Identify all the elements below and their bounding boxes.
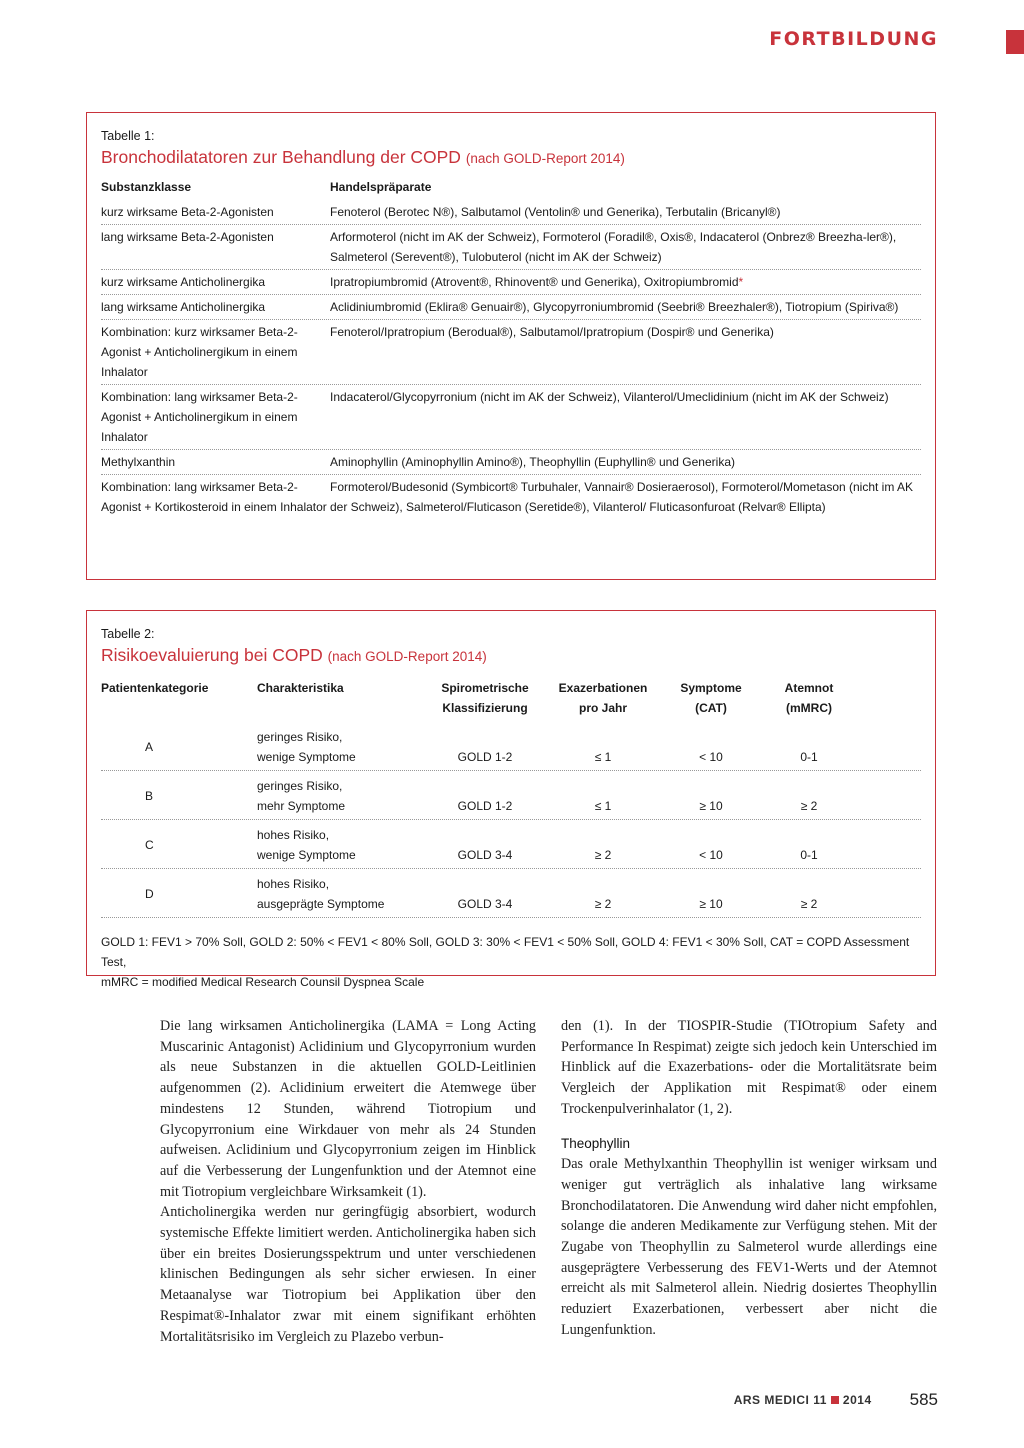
kategorie-text: D: [145, 887, 154, 901]
column-header-line: Exazerbationen: [558, 681, 648, 695]
substanzklasse-cell: kurz wirksame Anticholinergika: [101, 275, 266, 289]
atemnot-cell: 0-1: [800, 750, 818, 764]
section-marker: [1006, 30, 1024, 54]
charakteristika-line: wenige Symptome: [257, 848, 356, 862]
column-header-line: (CAT): [695, 701, 727, 715]
kategorie-cell: [101, 884, 257, 904]
charakteristika-line: wenige Symptome: [257, 750, 356, 764]
footnote-mark: *: [738, 275, 744, 289]
footer-square-marker: [831, 1396, 839, 1404]
text-column-left: [160, 1016, 536, 1347]
praeparate-cell: Fenoterol (Berotec N®), Salbutamol (Ventolin® und Generika), Terbutalin (Bricanyl®): [330, 205, 781, 219]
atemnot-cell: 0-1: [800, 848, 818, 862]
praeparate-cell: Aminophyllin (Aminophyllin Amino®), Theophyllin (Euphyllin® und Generika): [330, 455, 735, 469]
table-row: [101, 270, 921, 295]
text-column-right: [561, 1016, 937, 1341]
column-header: Substanzklasse: [101, 180, 192, 194]
table-row: [101, 200, 921, 225]
exazerbationen-cell: ≤ 1: [594, 750, 612, 764]
charakteristika-line: hohes Risiko,: [257, 828, 330, 842]
praeparate-cell: Indacaterol/Glycopyrronium (nicht im AK der Schweiz), Vilanterol/Umeclidinium (nicht im AK der Schweiz): [330, 390, 889, 404]
column-header: [257, 678, 425, 718]
charakteristika-line: geringes Risiko,: [257, 730, 343, 744]
table-2-title-text: Risikoevaluierung bei COPD: [101, 645, 323, 665]
journal-year: 2014: [842, 1393, 872, 1407]
spirometrie-cell: GOLD 3-4: [457, 848, 513, 862]
column-header-line: Klassifizierung: [442, 701, 528, 715]
column-header: [545, 678, 661, 718]
substanzklasse-cell: kurz wirksame Beta-2-Agonisten: [101, 205, 274, 219]
spirometrie-cell: GOLD 1-2: [457, 750, 513, 764]
column-header-line: Symptome: [680, 681, 742, 695]
table-2-header: [101, 678, 921, 722]
atemnot-cell: ≥ 2: [800, 799, 818, 813]
footnote-line: mMRC = modified Medical Research Counsil Dyspnea Scale: [101, 975, 425, 989]
spirometrie-cell: GOLD 3-4: [457, 897, 513, 911]
subheading: Theophyllin: [561, 1135, 631, 1151]
praeparate-cell: Fenoterol/Ipratropium (Berodual®), Salbutamol/Ipratropium (Dospir® und Generika): [330, 325, 774, 339]
page-number: 585: [909, 1390, 938, 1409]
column-header-line: Spirometrische: [441, 681, 529, 695]
spirometrie-cell: GOLD 1-2: [457, 799, 513, 813]
kategorie-cell: [101, 737, 257, 757]
table-2-subtitle: (nach GOLD-Report 2014): [327, 649, 487, 664]
kategorie-text: B: [145, 789, 154, 803]
table-row: [101, 869, 921, 918]
column-header: Handelspräparate: [330, 180, 432, 194]
table-1-body: [101, 200, 921, 519]
body-paragraph: den (1). In der TIOSPIR-Studie (TIOtropium Safety and Performance In Respimat) zeigte sich jedoch kein Unterschied im Hinblick auf die Exazerbations- oder die Mortalitätsrate beim Vergleich der Applikation mit Respimat® oder einem Trockenpulverinhalator (1, 2).: [561, 1018, 937, 1117]
table-1-label: Tabelle 1:: [101, 129, 155, 143]
table-1-subtitle: (nach GOLD-Report 2014): [465, 151, 625, 166]
table-1-title: [101, 147, 921, 168]
column-header-line: Atemnot: [784, 681, 834, 695]
substanzklasse-cell: Kombination: lang wirksamer Beta-2-Agonist + Anticholinergikum in einem Inhalator: [101, 390, 298, 444]
table-row: [101, 320, 921, 385]
praeparate-cell: Arformoterol (nicht im AK der Schweiz), Formoterol (Foradil®, Oxis®, Indacaterol (Onbrez® Breezha-ler®), Salmeterol (Serevent®), Tulobuterol (nicht im AK der Schweiz): [330, 230, 897, 264]
column-header-line: Charakteristika: [257, 681, 344, 695]
table-row: [101, 295, 921, 320]
charakteristika-line: ausgeprägte Symptome: [257, 897, 385, 911]
body-paragraph: Die lang wirksamen Anticholinergika (LAMA = Long Acting Muscarinic Antagonist) Aclidinium und Glycopyrronium wurden als neue Substanzen in die aktuellen GOLD-Leitlinien aufgenommen (2). Aclidinium erweitert die Atemwege über mindestens 12 Stunden, während Tiotropium und Glycopyrronium eine Wirkdauer von mehr als 24 Stunden aufweisen. Aclidinium und Glycopyrronium zeigen im Hinblick auf die Verbesserung der Lungenfunktion und der Atemnot eine mit Tiotropium vergleichbare Wirksamkeit (1).: [160, 1018, 536, 1200]
symptome-cell: < 10: [699, 750, 723, 764]
table-row: [101, 475, 921, 519]
table-2: [86, 610, 936, 989]
section-title: FORTBILDUNG: [769, 28, 938, 50]
table-1: [86, 112, 936, 580]
praeparate-cell: Formoterol/Budesonid (Symbicort® Turbuhaler, Vannair® Dosieraerosol), Formoterol/Mometason (nicht im AK der Schweiz), Salmeterol/Fluticason (Seretide®), Vilanterol/ Fluticasonfuroat (Relvar® Ellipta): [330, 480, 914, 514]
footnote-line: GOLD 1: FEV1 > 70% Soll, GOLD 2: 50% < FEV1 < 80% Soll, GOLD 3: 30% < FEV1 < 50% Soll, GOLD 4: FEV1 < 30% Soll, CAT = COPD Assessment Test,: [101, 935, 910, 969]
table-row: [101, 385, 921, 450]
kategorie-cell: [101, 786, 257, 806]
column-header-line: (mMRC): [786, 701, 832, 715]
body-paragraph: Das orale Methylxanthin Theophyllin ist weniger wirksam und weniger gut verträglich als inhalative lang wirksame Bronchodilatatoren. Die Anwendung wird daher nicht empfohlen, solange die anderen Medikamente zur Verfügung stehen. Mit der Zugabe von Theophyllin zu Salmeterol wurde allerdings eine ausgeprägtere Verbesserung des FEV1-Werts und der Atemnot erreicht als mit Salmeterol allein. Niedrig dosiertes Theophyllin reduziert Exazerbationen, verbessert aber nicht die Lungenfunktion.: [561, 1156, 937, 1338]
table-2-footnote: [101, 932, 921, 992]
page-footer: [734, 1390, 938, 1410]
table-2-title: [101, 645, 921, 666]
table-1-header: [101, 180, 921, 200]
column-header: [661, 678, 761, 718]
symptome-cell: ≥ 10: [699, 897, 723, 911]
table-2-label: Tabelle 2:: [101, 627, 155, 641]
substanzklasse-cell: Methylxanthin: [101, 455, 176, 469]
kategorie-cell: [101, 835, 257, 855]
substanzklasse-cell: Kombination: kurz wirksamer Beta-2-Agonist + Anticholinergikum in einem Inhalator: [101, 325, 298, 379]
substanzklasse-cell: Kombination: lang wirksamer Beta-2-Agonist + Kortikosteroid in einem Inhalator: [101, 480, 327, 514]
praeparate-cell: Aclidiniumbromid (Eklira® Genuair®), Glycopyrroniumbromid (Seebri® Breezhaler®), Tiotropium (Spiriva®): [330, 300, 899, 314]
column-header: [101, 678, 257, 718]
charakteristika-line: mehr Symptome: [257, 799, 346, 813]
substanzklasse-cell: lang wirksame Anticholinergika: [101, 300, 266, 314]
praeparate-text: Ipratropiumbromid (Atrovent®, Rhinovent® und Generika), Oxitropiumbromid: [330, 275, 739, 289]
charakteristika-cell: [257, 874, 425, 914]
table-row: [101, 225, 921, 270]
column-header: [761, 678, 857, 718]
charakteristika-line: geringes Risiko,: [257, 779, 343, 793]
column-header-line: Patientenkategorie: [101, 681, 209, 695]
substanzklasse-cell: lang wirksame Beta-2-Agonisten: [101, 230, 274, 244]
kategorie-text: C: [145, 838, 154, 852]
column-header-line: pro Jahr: [578, 701, 627, 715]
column-header: [425, 678, 545, 718]
symptome-cell: < 10: [699, 848, 723, 862]
praeparate-cell: [330, 272, 921, 292]
charakteristika-cell: [257, 825, 425, 865]
charakteristika-cell: [257, 776, 425, 816]
charakteristika-cell: [257, 727, 425, 767]
atemnot-cell: ≥ 2: [800, 897, 818, 911]
symptome-cell: ≥ 10: [699, 799, 723, 813]
kategorie-text: A: [145, 740, 154, 754]
table-row: [101, 450, 921, 475]
table-1-title-text: Bronchodilatatoren zur Behandlung der COPD: [101, 147, 461, 167]
journal-name: ARS MEDICI 11: [733, 1393, 827, 1407]
body-paragraph: Anticholinergika werden nur geringfügig absorbiert, wodurch systemische Effekte limitiert werden. Anticholinergika haben sich über ein breites Dosierungsspektrum und unter verschiedenen klinischen Bedingungen als sehr sicher erwiesen. In einer Metaanalyse war Tiotropium bei Applikation über den Respimat®-Inhalator zwar mit einem signifikant erhöhten Mortalitätsrisiko im Vergleich zu Plazebo verbun-: [160, 1204, 536, 1345]
charakteristika-line: hohes Risiko,: [257, 877, 330, 891]
table-row: [101, 722, 921, 771]
exazerbationen-cell: ≥ 2: [594, 848, 612, 862]
table-row: [101, 771, 921, 820]
exazerbationen-cell: ≤ 1: [594, 799, 612, 813]
exazerbationen-cell: ≥ 2: [594, 897, 612, 911]
table-row: [101, 820, 921, 869]
